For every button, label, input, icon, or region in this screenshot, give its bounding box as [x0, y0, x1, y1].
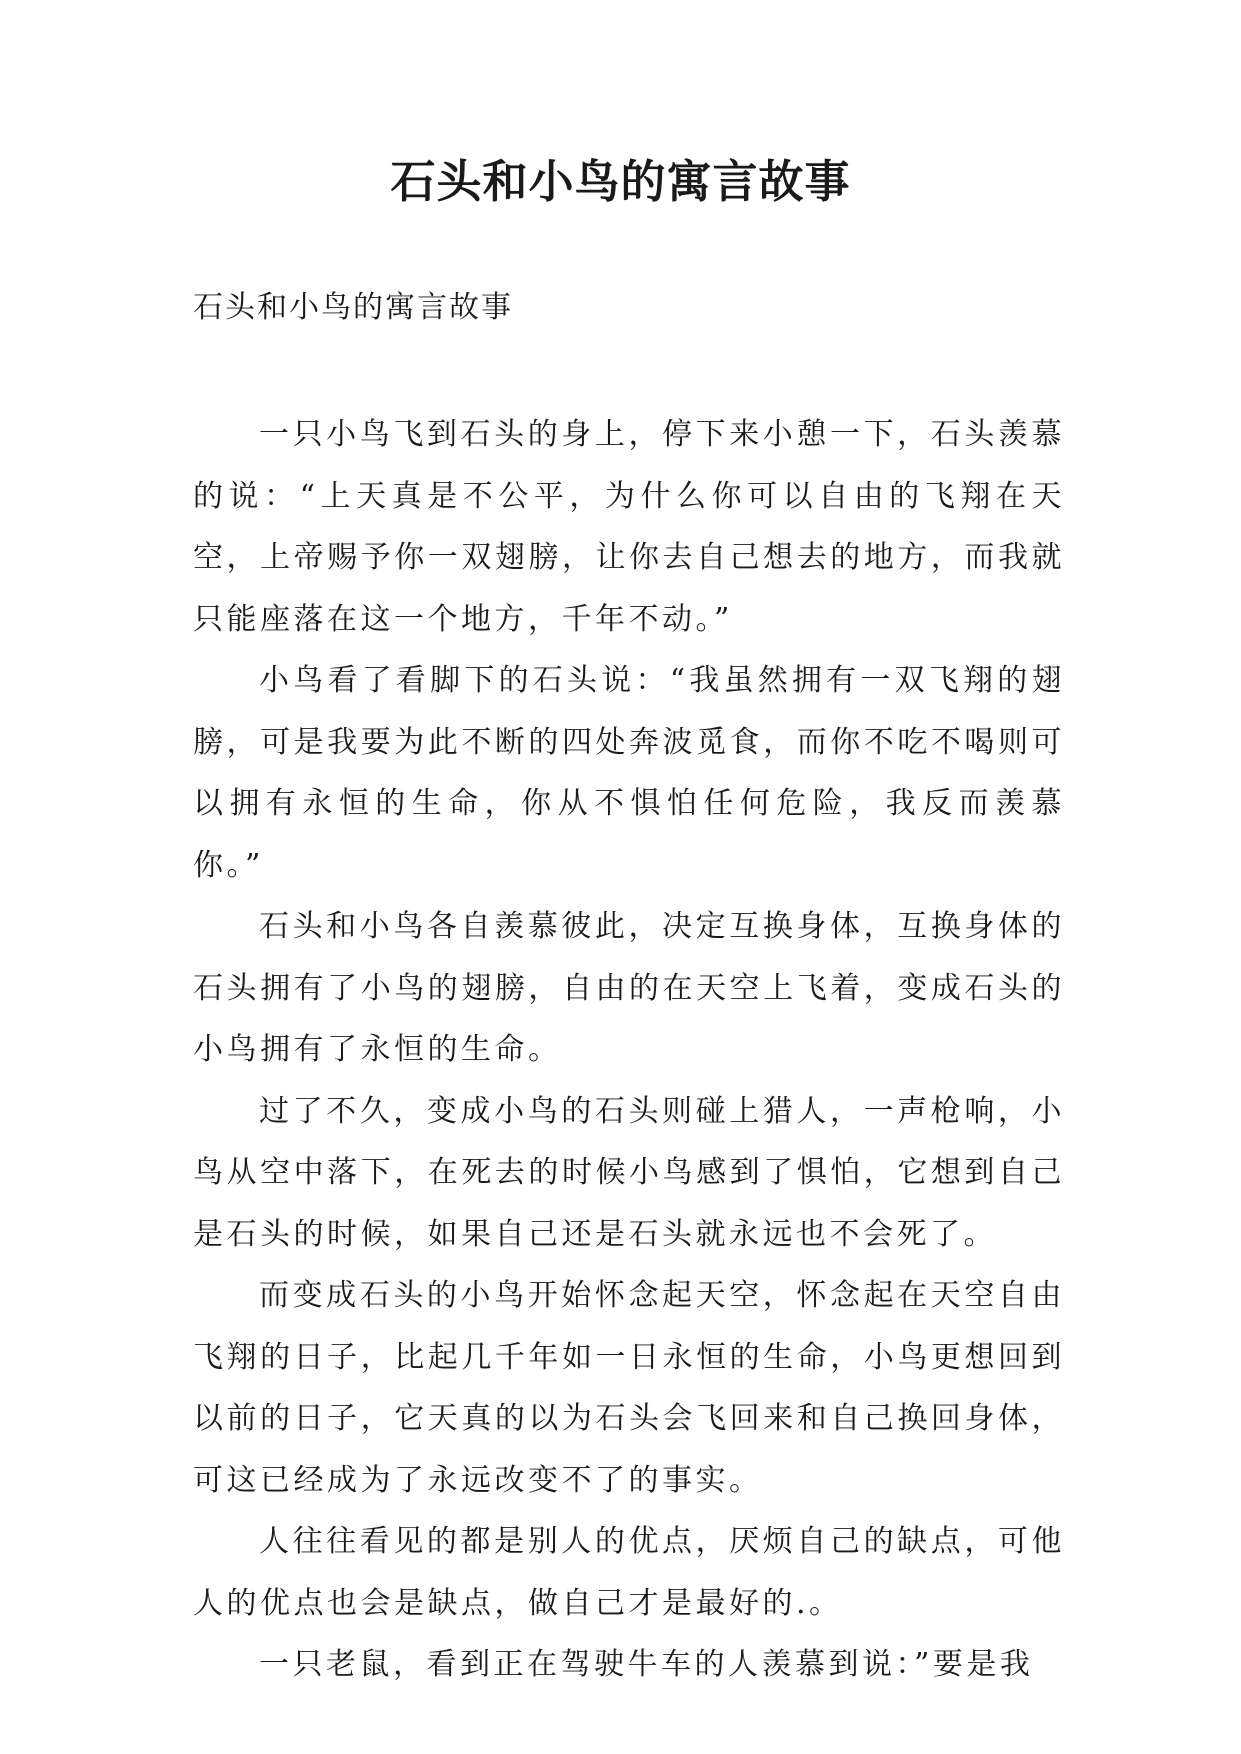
document-subtitle: 石头和小鸟的寓言故事: [193, 290, 513, 325]
paragraph: 一只老鼠，看到正在驾驶牛车的人羡慕到说：”要是我: [259, 1647, 1034, 1682]
document-title: 石头和小鸟的寓言故事: [390, 155, 851, 208]
paragraph: 过了不久，变成小鸟的石头则碰上猎人，一声枪响，小鸟从空中落下，在死去的时候小鸟感到了惧怕，它想到自己是石头的时候，如果自己还是石头就永远也不会死了。: [193, 1093, 1065, 1252]
paragraph: 人往往看见的都是别人的优点，厌烦自己的缺点，可他人的优点也会是缺点，做自己才是最好的.。: [193, 1524, 1065, 1621]
document-body: [193, 404, 1065, 1696]
paragraph: 一只小鸟飞到石头的身上，停下来小憩一下，石头羡慕的说：“上天真是不公平，为什么你可以自由的飞翔在天空，上帝赐予你一双翅膀，让你去自己想去的地方，而我就只能座落在这一个地方，千年不动。”: [193, 417, 1065, 637]
paragraph: 而变成石头的小鸟开始怀念起天空，怀念起在天空自由飞翔的日子，比起几千年如一日永恒的生命，小鸟更想回到以前的日子，它天真的以为石头会飞回来和自己换回身体，可这已经成为了永远改变不了的事实。: [193, 1278, 1065, 1498]
paragraph: 小鸟看了看脚下的石头说：“我虽然拥有一双飞翔的翅膀，可是我要为此不断的四处奔波觅食，而你不吃不喝则可以拥有永恒的生命，你从不惧怕任何危险，我反而羡慕你。”: [193, 663, 1065, 883]
paragraph: 石头和小鸟各自羡慕彼此，决定互换身体，互换身体的石头拥有了小鸟的翅膀，自由的在天空上飞着，变成石头的小鸟拥有了永恒的生命。: [193, 909, 1065, 1067]
